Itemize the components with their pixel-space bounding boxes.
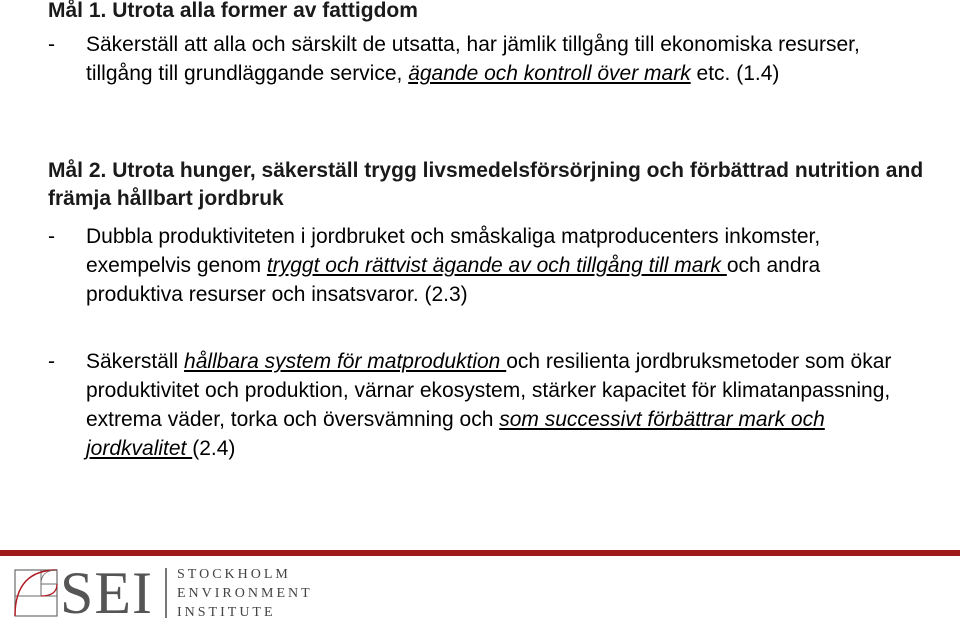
logo-line-3: INSTITUTE [177,604,276,620]
emphasis-land-ownership: ägande och kontroll över mark [408,62,691,85]
bullet-text [86,347,908,463]
bullet-text-start: Säkerställ att alla och särskilt de utsatta, har jämlik tillgång till ekonomiska resurser, tillgång till grundläggande service, [86,33,860,85]
bullet-text-end: (2.4) [192,437,236,460]
logo-org-name [177,565,313,622]
goal2-title: Mål 2. Utrota hunger, säkerställ trygg livsmedelsförsörjning och förbättrad nutrition and främja hållbart jordbruk [48,159,924,210]
bullet-dash: - [48,33,55,56]
emphasis-soil-quality: som successivt förbättrar mark och jordkvalitet [86,408,825,460]
bullet-dash: - [48,350,55,373]
bullet-text-middle: och resilienta jordbruksmetoder som ökar produktivitet och produktion, värnar ekosystem, stärker kapacitet för klimatanpassning, extrema väder, torka och översvämning och [86,350,892,431]
goal2-bullet-2 [48,347,908,463]
logo-line-2: ENVIRONMENT [177,585,313,601]
logo-line-1: STOCKHOLM [177,566,291,582]
logo-sei-letters: SEI [60,560,153,626]
goal2-bullet-1 [48,222,908,309]
bullet-text-end: etc. (1.4) [690,62,780,85]
bullet-dash: - [48,225,55,248]
sei-logo [14,560,313,626]
footer-divider-line [0,550,960,556]
goal1-bullet [48,30,908,88]
logo-divider [165,568,167,618]
emphasis-sustainable-food-systems: hållbara system för matproduktion [184,350,507,373]
goal1-title: Mål 1. Utrota alla former av fattigdom [48,0,418,22]
bullet-text-start: Säkerställ [86,350,185,373]
emphasis-land-tenure: tryggt och rättvist ägande av och tillgång till mark [266,254,727,277]
golden-ratio-spiral-icon [14,566,58,620]
bullet-text-end: och andra produktiva resurser och insatsvaror. (2.3) [86,254,821,306]
bullet-text [86,30,908,88]
bullet-text [86,222,908,309]
bullet-text-start: Dubbla produktiviteten i jordbruket och småskaliga matproducenters inkomster, exempelvis genom [86,225,821,277]
